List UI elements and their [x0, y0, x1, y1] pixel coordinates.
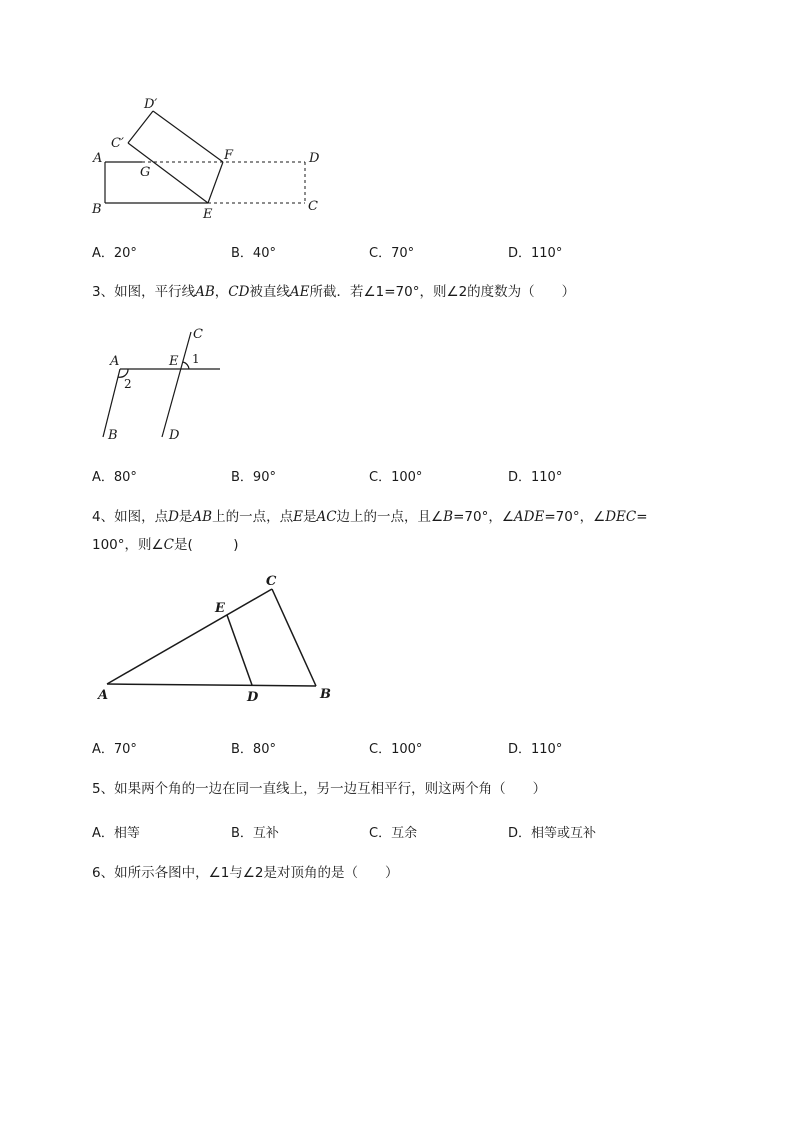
q4-p3: 上的一点，点	[212, 509, 294, 525]
q2-options	[92, 242, 732, 262]
label-D-prime: D′	[144, 97, 158, 112]
q4-p1: 如图，点	[114, 509, 169, 525]
q4-p6: =70°，∠	[453, 509, 514, 525]
option-b[interactable]: B．互补	[231, 826, 279, 841]
q3-text-2: 被直线	[249, 284, 290, 300]
label-B: B	[108, 428, 118, 443]
q3-options	[92, 466, 732, 486]
folded-rectangle-figure	[80, 90, 340, 230]
q5-options	[92, 822, 732, 842]
segment-AB	[107, 684, 316, 686]
option-a[interactable]: A．相等	[92, 826, 140, 841]
q4-p2: 是	[178, 509, 193, 525]
label-C-prime: C′	[111, 136, 124, 151]
option-b[interactable]: B．90°	[231, 470, 276, 485]
q3-text-3: 所截．若∠1=70°，则∠2的度数为（ ）	[309, 284, 576, 300]
angle-1-arc	[183, 362, 189, 369]
label-F: F	[224, 148, 234, 163]
q4-b: B	[443, 509, 454, 525]
q4-number: 4、	[92, 509, 115, 525]
option-b[interactable]: B．80°	[231, 742, 276, 757]
q4-p4: 是	[302, 509, 317, 525]
q4-options	[92, 738, 732, 758]
question-5	[92, 777, 712, 802]
label-2: 2	[124, 377, 132, 391]
option-a[interactable]: A．20°	[92, 246, 137, 261]
q4-line-2	[92, 533, 712, 558]
q3-ae: AE	[289, 284, 310, 300]
q4-ade: ADE	[513, 509, 545, 525]
option-d[interactable]: D．110°	[508, 742, 563, 757]
label-D: D	[169, 428, 180, 443]
label-G: G	[140, 165, 151, 180]
q4-d: D	[168, 509, 179, 525]
label-D: D	[247, 690, 259, 705]
segment-CB	[272, 589, 316, 686]
q4-line2a: 100°，则∠	[92, 537, 164, 553]
label-1: 1	[192, 352, 200, 366]
label-B: B	[320, 687, 331, 702]
q4-line-1	[92, 505, 712, 530]
q6-text: 6、如所示各图中，∠1与∠2是对顶角的是（ ）	[92, 865, 399, 881]
q3-sep: ，	[214, 284, 229, 300]
line-CD	[162, 332, 191, 437]
q4-line2b: 是( )	[173, 537, 239, 553]
q3-number: 3、	[92, 284, 115, 300]
triangle-figure	[90, 570, 350, 710]
q4-p8: =	[636, 509, 648, 525]
label-C: C	[308, 199, 318, 214]
segment-D'F	[153, 111, 223, 162]
q4-p5: 边上的一点，且∠	[336, 509, 444, 525]
parallel-lines-figure	[95, 322, 235, 447]
label-E: E	[203, 207, 213, 222]
label-A: A	[98, 688, 109, 703]
q4-p7: =70°，∠	[544, 509, 606, 525]
question-6	[92, 861, 712, 886]
label-E: E	[215, 601, 225, 616]
q5-text: 5、如果两个角的一边在同一直线上，另一边互相平行，则这两个角（ ）	[92, 781, 547, 797]
label-C: C	[266, 574, 277, 589]
label-E: E	[169, 354, 179, 369]
segment-C'D'	[128, 111, 153, 143]
q3-cd: CD	[228, 284, 250, 300]
label-B: B	[92, 202, 102, 217]
question-4	[92, 505, 712, 558]
q3-text-1: 如图，平行线	[114, 284, 196, 300]
label-D: D	[309, 151, 320, 166]
q4-ac: AC	[316, 509, 337, 525]
question-3	[92, 280, 712, 305]
option-b[interactable]: B．40°	[231, 246, 276, 261]
option-a[interactable]: A．80°	[92, 470, 137, 485]
option-c[interactable]: C．互余	[369, 826, 418, 841]
segment-ED	[227, 615, 252, 685]
option-d[interactable]: D．相等或互补	[508, 826, 597, 841]
q4-ab: AB	[192, 509, 213, 525]
segment-FE	[208, 162, 223, 203]
option-c[interactable]: C．70°	[369, 246, 415, 261]
label-A: A	[110, 354, 120, 369]
label-A: A	[93, 151, 103, 166]
q4-e: E	[293, 509, 303, 525]
option-a[interactable]: A．70°	[92, 742, 137, 757]
label-C: C	[193, 327, 203, 342]
line-AB	[103, 369, 120, 437]
q4-dec: DEC	[605, 509, 637, 525]
option-d[interactable]: D．110°	[508, 470, 563, 485]
option-c[interactable]: C．100°	[369, 470, 423, 485]
option-d[interactable]: D．110°	[508, 246, 563, 261]
q3-ab: AB	[195, 284, 215, 300]
option-c[interactable]: C．100°	[369, 742, 423, 757]
q4-c: C	[163, 537, 174, 553]
